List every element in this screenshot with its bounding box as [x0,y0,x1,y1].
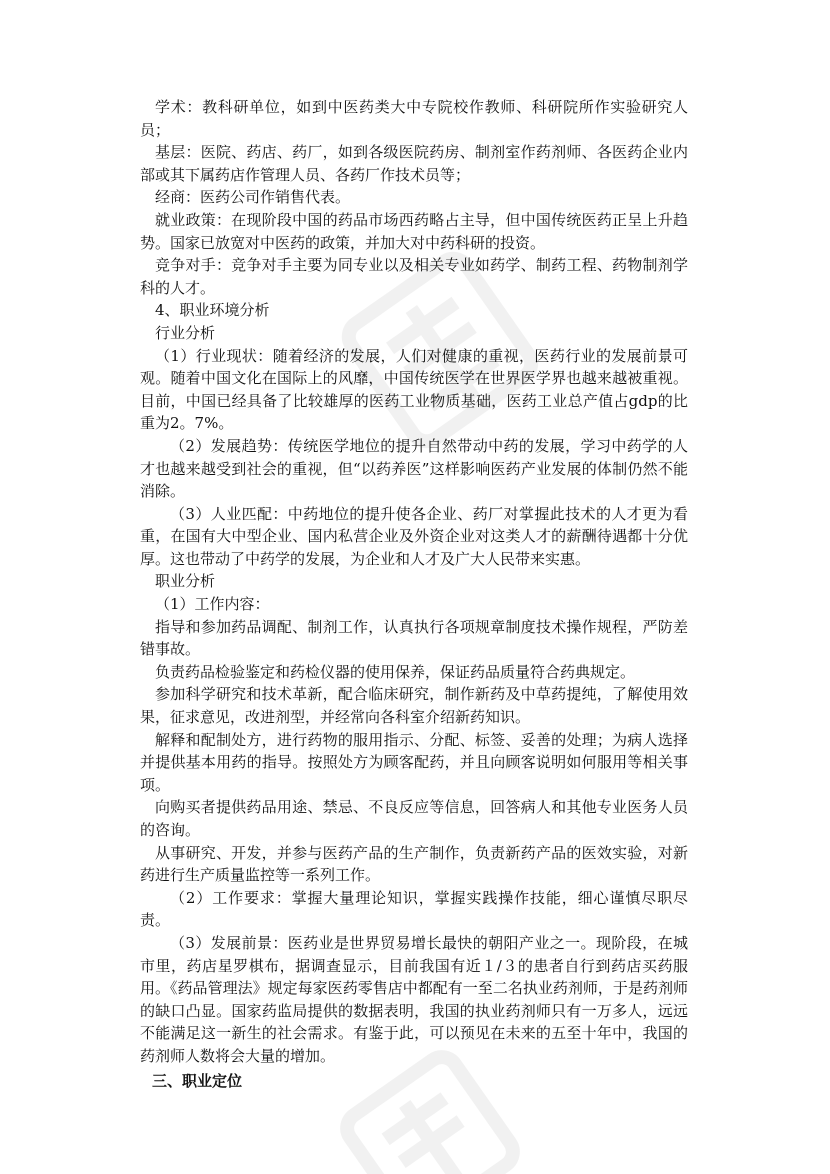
paragraph-grassroots: 基层：医院、药店、药厂，如到各级医院药房、制剂室作药剂师、各医药企业内部或其下属药店作管理人员、各药厂作技术员等； [140,143,688,184]
paragraph-industry-status: （1）行业现状：随着经济的发展，人们对健康的重视，医药行业的发展前景可观。随着中国文化在国际上的风靡，中国传统医学在世界医学界也越来越被重视。目前，中国已经具备了比较雄厚的医药工业物质基础，医药工业总产值占gdp的比重为2。7%。 [140,346,688,433]
paragraph-academic: 学术：教科研单位，如到中医药类大中专院校作教师、科研院所作实验研究人员； [140,98,688,139]
paragraph-prospects: （3）发展前景：医药业是世界贸易增长最快的朝阳产业之一。现阶段，在城市里，药店星罗棋布，据调查显示，目前我国有近１/３的患者自行到药店买药服用。《药品管理法》规定每家医药零售店中都配有一至二名执业药剂师，于是药剂师的缺口凸显。国家药监局提供的数据表明，我国的执业药剂师只有一万多人，远远不能满足这一新生的社会需求。有鉴于此，可以预见在未来的五至十年中，我国的药剂师人数将会大量的增加。 [140,933,688,1065]
paragraph-employment-policy: 就业政策：在现阶段中国的药品市场西药略占主导，但中国传统医药正呈上升趋势。国家已放宽对中医药的政策，并加大对中药科研的投资。 [140,210,688,252]
subheading-career-analysis: 职业分析 [155,572,216,591]
subheading-industry-analysis: 行业分析 [155,323,216,342]
paragraph-work-requirements: （2）工作要求：掌握大量理论知识，掌握实践操作技能，细心谨慎尽职尽责。 [140,888,688,930]
subheading-work-content: （1）工作内容： [155,595,270,614]
paragraph-development-trend: （2）发展趋势：传统医学地位的提升自然带动中药的发展，学习中药学的人才也越来越受到社会的重视，但“以药养医”这样影响医药产业发展的体制仍然不能消除。 [140,436,688,501]
paragraph-duty-prescription: 解释和配制处方，进行药物的服用指示、分配、标签、妥善的处理；为病人选择并提供基本用药的指导。按照处方为顾客配药，并且向顾客说明如何服用等相关事项。 [140,730,688,794]
paragraph-business: 经商：医药公司作销售代表。 [155,188,351,207]
paragraph-person-job-match: （3）人业匹配：中药地位的提升使各企业、药厂对掌握此技术的人才更为看重，在国有大中型企业、国内私营企业及外资企业对这类人才的薪酬待遇都十分优厚。这也带动了中药学的发展，为企业和人才及广大人民带来实惠。 [140,504,688,568]
subheading-environment-analysis: 4、职业环境分析 [155,301,270,320]
paragraph-duty-research: 参加科学研究和技术革新，配合临床研究，制作新药及中草药提纯，了解使用效果，征求意见，改进剂型，并经常向各科室介绍新药知识。 [140,685,688,727]
section-heading: 三、职业定位 [152,1071,243,1090]
paragraph-duty-development: 从事研究、开发，并参与医药产品的生产制作，负责新药产品的医效实验，对新药进行生产质量监控等一系列工作。 [140,843,688,885]
document-body [140,96,688,1092]
paragraph-duty-consulting: 向购买者提供药品用途、禁忌、不良反应等信息，回答病人和其他专业医务人员的咨询。 [140,798,688,839]
paragraph-competitors: 竞争对手：竞争对手主要为同专业以及相关专业如药学、制药工程、药物制剂学科的人才。 [140,256,688,297]
paragraph-duty-dispensing: 指导和参加药品调配、制剂工作，认真执行各项规章制度技术操作规程，严防差错事故。 [140,617,688,659]
paragraph-duty-inspection: 负责药品检验鉴定和药检仪器的使用保养，保证药品质量符合药典规定。 [155,662,636,681]
